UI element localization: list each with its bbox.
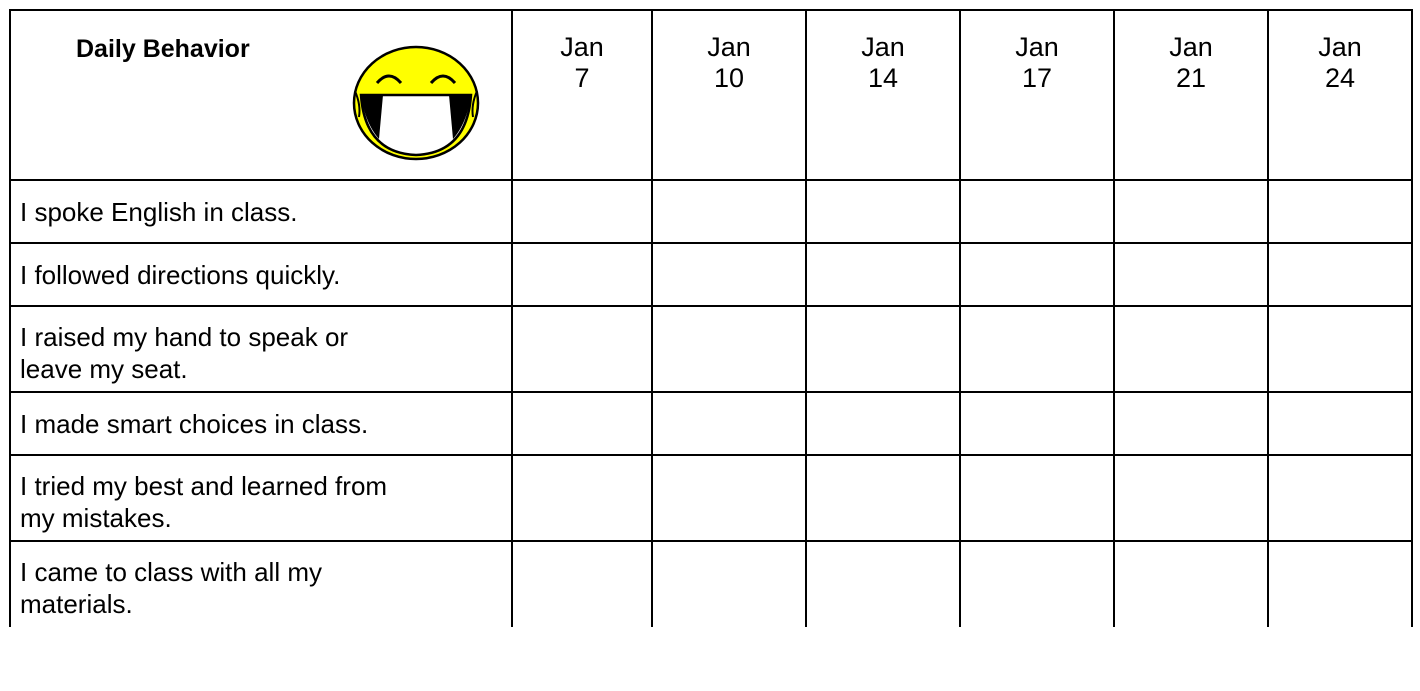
table-row	[10, 306, 1412, 392]
behavior-line: I followed directions quickly.	[20, 260, 341, 290]
mark-cell[interactable]	[512, 243, 652, 306]
behavior-label	[10, 180, 512, 243]
date-day: 24	[1324, 63, 1356, 93]
mark-cell[interactable]	[806, 541, 960, 627]
table-row	[10, 392, 1412, 455]
mark-cell[interactable]	[652, 180, 806, 243]
table-row	[10, 455, 1412, 541]
table-title: Daily Behavior	[76, 35, 250, 63]
header-row	[10, 10, 1412, 180]
date-month: Jan	[707, 32, 751, 62]
date-month: Jan	[861, 32, 905, 62]
date-day: 7	[574, 63, 590, 93]
behavior-label	[10, 392, 512, 455]
mark-cell[interactable]	[1114, 243, 1268, 306]
behavior-line: I tried my best and learned from	[20, 471, 388, 501]
mark-cell[interactable]	[512, 392, 652, 455]
date-day: 21	[1175, 63, 1207, 93]
mark-cell[interactable]	[806, 392, 960, 455]
mark-cell[interactable]	[1114, 392, 1268, 455]
mark-cell[interactable]	[512, 180, 652, 243]
mark-cell[interactable]	[806, 455, 960, 541]
mark-cell[interactable]	[1114, 180, 1268, 243]
mark-cell[interactable]	[806, 243, 960, 306]
behavior-label	[10, 541, 512, 627]
mark-cell[interactable]	[960, 392, 1114, 455]
mark-cell[interactable]	[1268, 243, 1412, 306]
date-header-5	[1114, 10, 1268, 180]
date-header-2	[652, 10, 806, 180]
behavior-line: leave my seat.	[20, 354, 188, 384]
mark-cell[interactable]	[652, 392, 806, 455]
mark-cell[interactable]	[1268, 455, 1412, 541]
date-month: Jan	[1318, 32, 1362, 62]
mark-cell[interactable]	[960, 306, 1114, 392]
behavior-line: materials.	[20, 589, 133, 619]
mark-cell[interactable]	[960, 455, 1114, 541]
mark-cell[interactable]	[652, 243, 806, 306]
table-row	[10, 541, 1412, 627]
mark-cell[interactable]	[960, 243, 1114, 306]
mark-cell[interactable]	[652, 455, 806, 541]
date-month: Jan	[560, 32, 604, 62]
date-header-6	[1268, 10, 1412, 180]
date-day: 14	[867, 63, 899, 93]
mark-cell[interactable]	[652, 306, 806, 392]
date-month: Jan	[1015, 32, 1059, 62]
date-header-4	[960, 10, 1114, 180]
mark-cell[interactable]	[1268, 392, 1412, 455]
mark-cell[interactable]	[512, 306, 652, 392]
behavior-line: I spoke English in class.	[20, 197, 298, 227]
mark-cell[interactable]	[1268, 541, 1412, 627]
behavior-label	[10, 243, 512, 306]
mark-cell[interactable]	[806, 180, 960, 243]
header-label-cell	[10, 10, 512, 180]
behavior-line: I came to class with all my	[20, 557, 322, 587]
behavior-line: I raised my hand to speak or	[20, 322, 349, 352]
mark-cell[interactable]	[960, 541, 1114, 627]
date-day: 17	[1021, 63, 1053, 93]
mark-cell[interactable]	[1268, 306, 1412, 392]
daily-behavior-table	[9, 9, 1413, 627]
date-day: 10	[713, 63, 745, 93]
behavior-line: I made smart choices in class.	[20, 409, 369, 439]
behavior-label	[10, 455, 512, 541]
table-row	[10, 180, 1412, 243]
mark-cell[interactable]	[512, 455, 652, 541]
mark-cell[interactable]	[512, 541, 652, 627]
mark-cell[interactable]	[960, 180, 1114, 243]
behavior-label	[10, 306, 512, 392]
date-header-1	[512, 10, 652, 180]
mark-cell[interactable]	[1114, 541, 1268, 627]
mark-cell[interactable]	[806, 306, 960, 392]
mark-cell[interactable]	[1268, 180, 1412, 243]
mark-cell[interactable]	[1114, 455, 1268, 541]
mark-cell[interactable]	[1114, 306, 1268, 392]
laughing-smiley-icon	[349, 43, 483, 163]
behavior-line: my mistakes.	[20, 503, 172, 533]
mark-cell[interactable]	[652, 541, 806, 627]
table-row	[10, 243, 1412, 306]
date-month: Jan	[1169, 32, 1213, 62]
date-header-3	[806, 10, 960, 180]
